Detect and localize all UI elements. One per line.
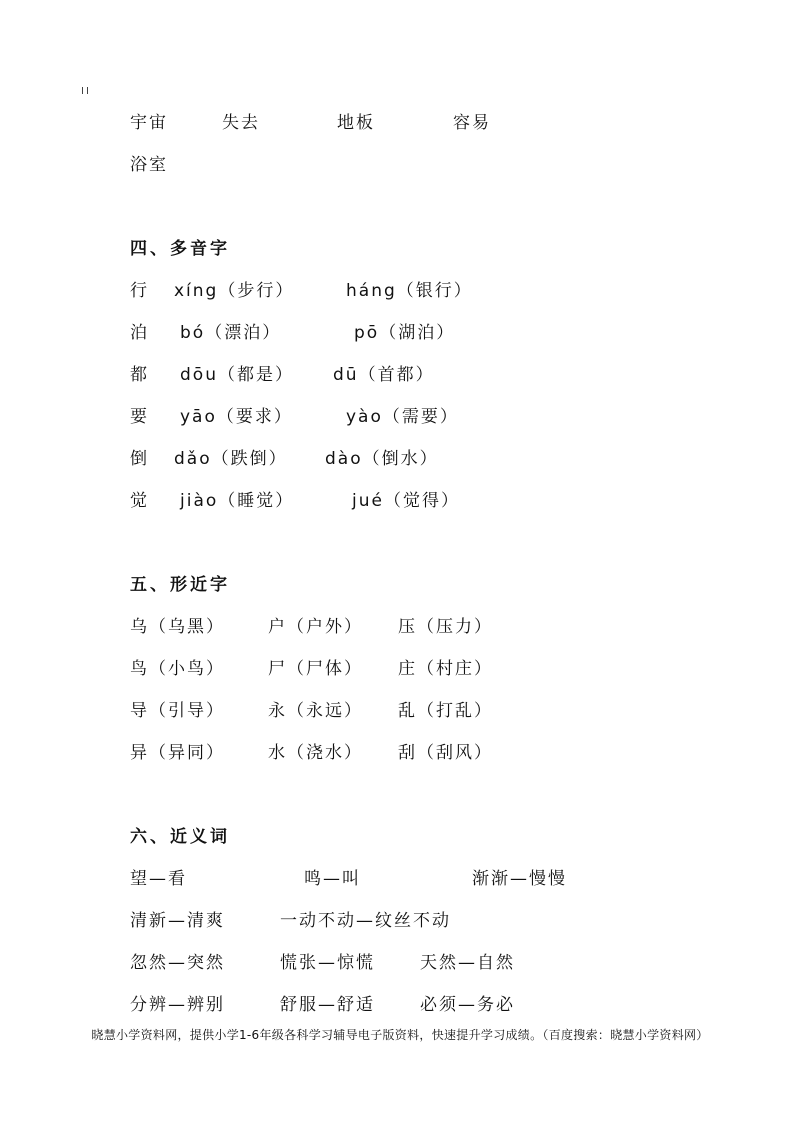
synonym-pair: 必须—务必: [420, 995, 515, 1015]
reading: dǎo（跌倒）: [174, 449, 288, 469]
synonym-pair: 清新—清爽: [130, 911, 225, 931]
similar-character: 庄（村庄）: [398, 659, 493, 679]
synonym-pair: 一动不动—纹丝不动: [280, 911, 451, 931]
similar-character: 尸（尸体）: [268, 659, 363, 679]
similar-character: 乌（乌黑）: [130, 617, 225, 637]
synonym-pair: 慌张—惊慌: [280, 953, 375, 973]
synonym-pair: 天然—自然: [420, 953, 515, 973]
character: 倒: [130, 449, 149, 469]
similar-character: 永（永远）: [268, 701, 363, 721]
synonym-pair: 鸣—叫: [304, 869, 361, 889]
word: 地板: [337, 113, 375, 133]
similar-character: 异（异同）: [130, 743, 225, 763]
section-heading-similar-characters: 五、形近字: [130, 575, 230, 595]
word: 浴室: [130, 155, 168, 175]
reading: yāo（要求）: [180, 407, 293, 427]
word: 失去: [222, 113, 260, 133]
character: 要: [130, 407, 149, 427]
similar-character: 压（压力）: [398, 617, 493, 637]
reading: dū（首都）: [333, 365, 435, 385]
character: 行: [130, 281, 149, 301]
character: 都: [130, 365, 149, 385]
reading: jué（觉得）: [352, 491, 460, 511]
reading: háng（银行）: [346, 281, 473, 301]
section-heading-polyphones: 四、多音字: [130, 239, 230, 259]
page-edge-mark: [82, 87, 88, 94]
word: 容易: [453, 113, 491, 133]
similar-character: 刮（刮风）: [398, 743, 493, 763]
similar-character: 乱（打乱）: [398, 701, 493, 721]
similar-character: 导（引导）: [130, 701, 225, 721]
synonym-pair: 分辨—辨别: [130, 995, 225, 1015]
page-footer: 晓慧小学资料网，提供小学1-6年级各科学习辅导电子版资料，快速提升学习成绩。（百度搜索：晓慧小学资料网）: [91, 1028, 709, 1042]
synonym-pair: 渐渐—慢慢: [472, 869, 567, 889]
section-heading-synonyms: 六、近义词: [130, 827, 230, 847]
reading: bó（漂泊）: [180, 323, 282, 343]
synonym-pair: 望—看: [130, 869, 187, 889]
reading: dào（倒水）: [325, 449, 439, 469]
character: 觉: [130, 491, 149, 511]
reading: yào（需要）: [346, 407, 459, 427]
similar-character: 户（户外）: [268, 617, 363, 637]
similar-character: 鸟（小鸟）: [130, 659, 225, 679]
reading: xíng（步行）: [174, 281, 295, 301]
synonym-pair: 舒服—舒适: [280, 995, 375, 1015]
reading: dōu（都是）: [180, 365, 294, 385]
synonym-pair: 忽然—突然: [130, 953, 225, 973]
word: 宇宙: [130, 113, 168, 133]
reading: jiào（睡觉）: [180, 491, 295, 511]
character: 泊: [130, 323, 149, 343]
reading: pō（湖泊）: [354, 323, 456, 343]
similar-character: 水（浇水）: [268, 743, 363, 763]
